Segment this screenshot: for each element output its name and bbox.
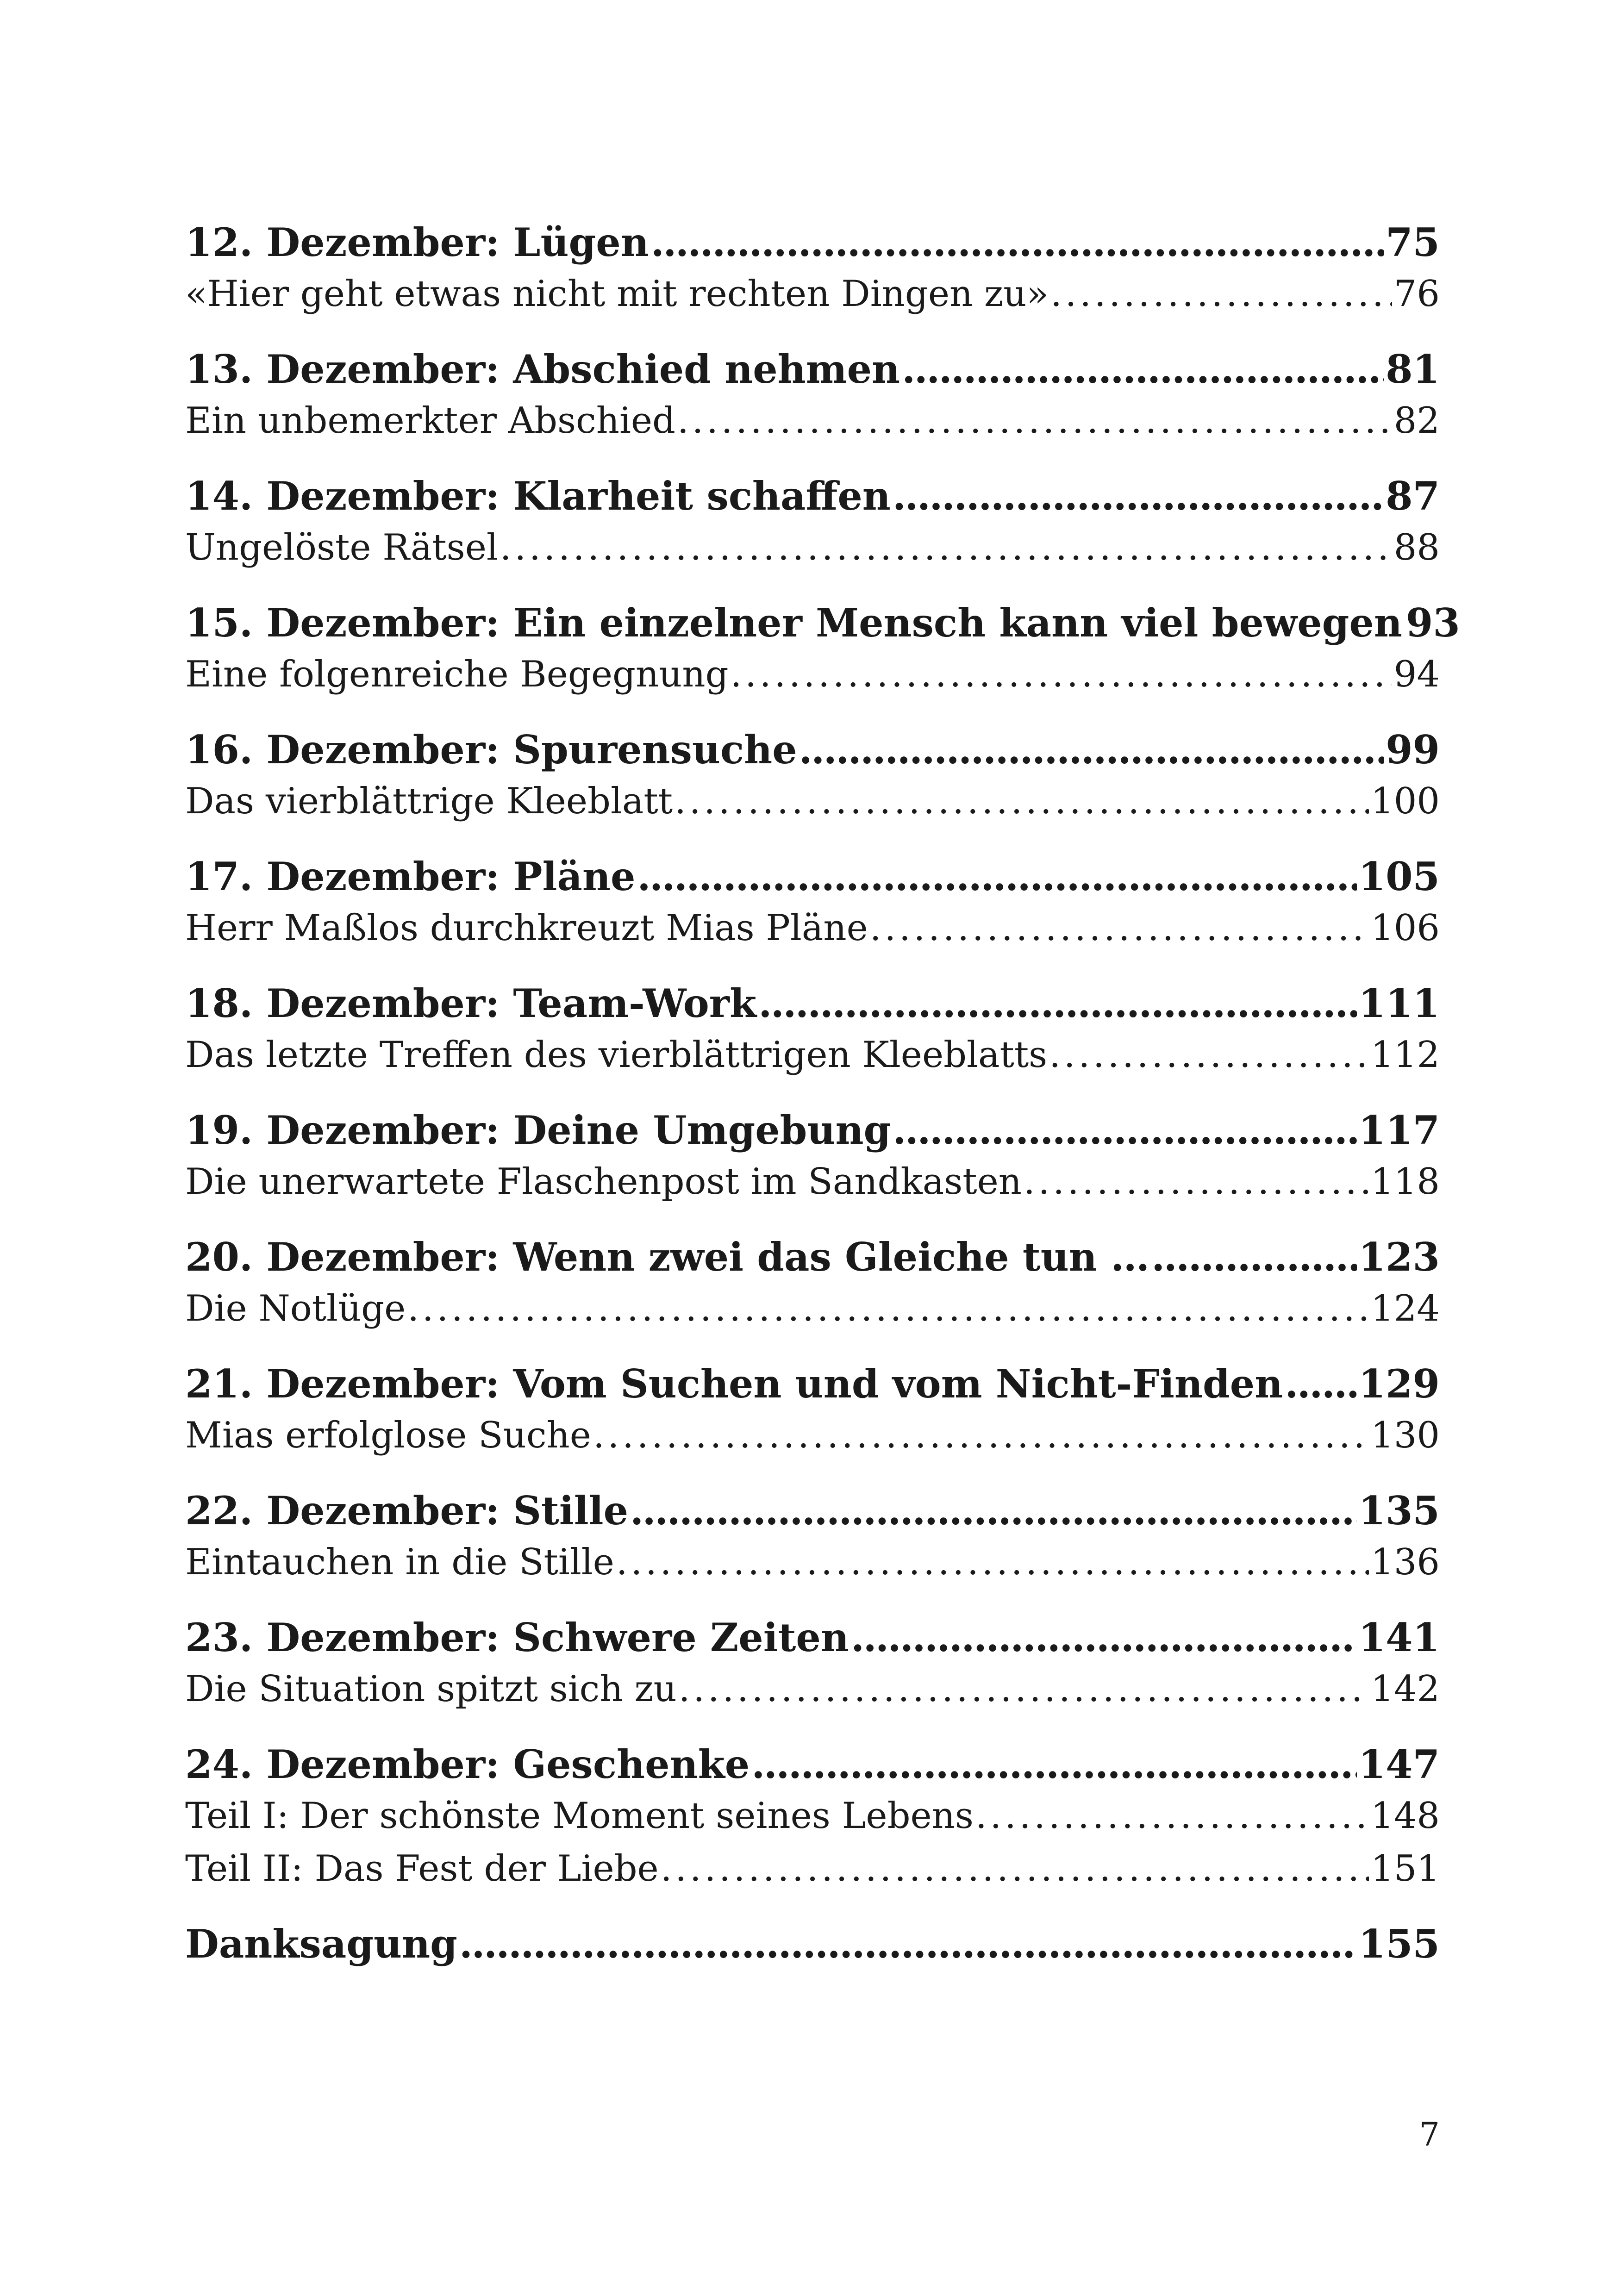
dot-leader bbox=[637, 852, 1356, 902]
toc-chapter-page: 129 bbox=[1358, 1361, 1440, 1407]
toc-section-title: Eine folgenreiche Begegnung bbox=[185, 654, 729, 695]
dot-leader bbox=[459, 1919, 1357, 1969]
toc-chapter[interactable] bbox=[185, 471, 1440, 521]
dot-leader bbox=[1285, 1359, 1356, 1409]
toc-chapter[interactable] bbox=[185, 218, 1440, 268]
toc-chapter-group bbox=[185, 1359, 1440, 1462]
toc-section[interactable] bbox=[185, 1536, 1440, 1589]
toc-chapter-page: 135 bbox=[1358, 1488, 1440, 1534]
toc-chapter-page: 99 bbox=[1386, 727, 1440, 773]
toc-section-page: 118 bbox=[1371, 1161, 1440, 1203]
toc-section[interactable] bbox=[185, 1029, 1440, 1081]
toc-chapter-group bbox=[185, 1232, 1440, 1335]
toc-chapter-page: 147 bbox=[1358, 1741, 1440, 1787]
toc-chapter[interactable] bbox=[185, 852, 1440, 902]
dot-leader bbox=[1049, 1029, 1369, 1081]
toc-chapter-title: 19. Dezember: Deine Umgebung bbox=[185, 1107, 891, 1153]
toc-chapter[interactable] bbox=[185, 1359, 1440, 1409]
toc-section-title: Eintauchen in die Stille bbox=[185, 1541, 614, 1583]
toc-chapter-group bbox=[185, 598, 1460, 701]
dot-leader bbox=[500, 521, 1392, 574]
dot-leader bbox=[1050, 268, 1392, 320]
toc-section[interactable] bbox=[185, 648, 1440, 701]
toc-chapter-group bbox=[185, 852, 1440, 954]
dot-leader bbox=[616, 1536, 1369, 1589]
toc-section-title: Das letzte Treffen des vierblättrigen Kleeblatts bbox=[185, 1034, 1048, 1076]
dot-leader bbox=[407, 1282, 1369, 1335]
toc-chapter-page: 81 bbox=[1386, 346, 1440, 392]
toc-chapter-group bbox=[185, 725, 1440, 828]
page-number: 7 bbox=[1419, 2115, 1440, 2153]
toc-section-title: Die Notlüge bbox=[185, 1288, 406, 1329]
dot-leader bbox=[975, 1790, 1369, 1842]
toc-section-page: 112 bbox=[1371, 1034, 1440, 1076]
toc-section-page: 100 bbox=[1371, 780, 1440, 822]
dot-leader bbox=[679, 1663, 1369, 1715]
dot-leader bbox=[1024, 1155, 1369, 1208]
toc-chapter[interactable] bbox=[185, 344, 1440, 394]
toc-chapter-page: 155 bbox=[1358, 1921, 1440, 1967]
toc-chapter-title: 18. Dezember: Team-Work bbox=[185, 980, 757, 1026]
toc-section-title: Teil II: Das Fest der Liebe bbox=[185, 1848, 659, 1890]
toc-section-page: 82 bbox=[1393, 400, 1440, 442]
toc-section-title: «Hier geht etwas nicht mit rechten Dingen zu» bbox=[185, 273, 1049, 315]
dot-leader bbox=[893, 1105, 1356, 1155]
toc-section[interactable] bbox=[185, 394, 1440, 447]
toc-chapter-title: 17. Dezember: Pläne bbox=[185, 854, 636, 899]
toc-chapter[interactable] bbox=[185, 725, 1440, 775]
toc-section[interactable] bbox=[185, 268, 1440, 320]
toc-section-title: Ein unbemerkter Abschied bbox=[185, 400, 675, 442]
dot-leader bbox=[677, 394, 1392, 447]
toc-chapter-page: 123 bbox=[1358, 1234, 1440, 1280]
toc-section[interactable] bbox=[185, 1842, 1440, 1895]
toc-chapter-title: 14. Dezember: Klarheit schaffen bbox=[185, 473, 891, 519]
toc-section-title: Herr Maßlos durchkreuzt Mias Pläne bbox=[185, 907, 868, 949]
toc-section-title: Teil I: Der schönste Moment seines Lebens bbox=[185, 1795, 974, 1837]
toc-section[interactable] bbox=[185, 1663, 1440, 1715]
toc-chapter-group bbox=[185, 979, 1440, 1081]
toc-section-page: 106 bbox=[1371, 907, 1440, 949]
toc-section-page: 94 bbox=[1393, 654, 1440, 695]
toc-chapter[interactable] bbox=[185, 1919, 1440, 1969]
toc-section-title: Ungelöste Rätsel bbox=[185, 527, 498, 568]
dot-leader bbox=[675, 775, 1369, 828]
toc-chapter[interactable] bbox=[185, 1740, 1440, 1790]
dot-leader bbox=[751, 1740, 1356, 1790]
dot-leader bbox=[661, 1842, 1369, 1895]
toc-chapter[interactable] bbox=[185, 979, 1440, 1029]
dot-leader bbox=[758, 979, 1356, 1029]
toc-chapter-title: 15. Dezember: Ein einzelner Mensch kann viel bewegen bbox=[185, 600, 1402, 646]
toc-chapter-group bbox=[185, 218, 1440, 320]
toc-chapter-page: 141 bbox=[1358, 1615, 1440, 1660]
table-of-contents bbox=[185, 218, 1460, 1993]
dot-leader bbox=[870, 902, 1369, 954]
toc-chapter-page: 75 bbox=[1386, 219, 1440, 265]
dot-leader bbox=[799, 725, 1384, 775]
toc-section[interactable] bbox=[185, 521, 1440, 574]
toc-section[interactable] bbox=[185, 902, 1440, 954]
toc-chapter-page: 105 bbox=[1358, 854, 1440, 899]
toc-chapter-group bbox=[185, 471, 1440, 574]
dot-leader bbox=[651, 218, 1384, 268]
toc-section-page: 124 bbox=[1371, 1288, 1440, 1329]
toc-section-page: 88 bbox=[1393, 527, 1440, 568]
toc-chapter-group bbox=[185, 1613, 1440, 1715]
toc-section-title: Die unerwartete Flaschenpost im Sandkasten bbox=[185, 1161, 1022, 1203]
toc-section-page: 142 bbox=[1371, 1668, 1440, 1710]
toc-chapter-group bbox=[185, 1740, 1440, 1895]
toc-chapter[interactable] bbox=[185, 1486, 1440, 1536]
toc-chapter-page: 117 bbox=[1358, 1107, 1440, 1153]
dot-leader bbox=[630, 1486, 1357, 1536]
toc-chapter-title: 20. Dezember: Wenn zwei das Gleiche tun … bbox=[185, 1234, 1150, 1280]
dot-leader bbox=[1151, 1232, 1357, 1282]
toc-chapter-group bbox=[185, 1105, 1440, 1208]
toc-chapter-title: 13. Dezember: Abschied nehmen bbox=[185, 346, 900, 392]
toc-section[interactable] bbox=[185, 1409, 1440, 1462]
toc-chapter-group bbox=[185, 1486, 1440, 1589]
toc-chapter-title: 24. Dezember: Geschenke bbox=[185, 1741, 750, 1787]
toc-section-title: Die Situation spitzt sich zu bbox=[185, 1668, 677, 1710]
toc-chapter-title: 21. Dezember: Vom Suchen und vom Nicht-Finden bbox=[185, 1361, 1283, 1407]
toc-section-page: 76 bbox=[1393, 273, 1440, 315]
toc-section[interactable] bbox=[185, 1155, 1440, 1208]
dot-leader bbox=[902, 344, 1384, 394]
toc-section[interactable] bbox=[185, 1282, 1440, 1335]
toc-chapter[interactable] bbox=[185, 1105, 1440, 1155]
toc-section-title: Mias erfolglose Suche bbox=[185, 1415, 591, 1456]
toc-chapter-title: 16. Dezember: Spurensuche bbox=[185, 727, 797, 773]
toc-section-page: 148 bbox=[1371, 1795, 1440, 1837]
toc-section-page: 151 bbox=[1371, 1848, 1440, 1890]
dot-leader bbox=[731, 648, 1392, 701]
toc-chapter[interactable] bbox=[185, 1613, 1440, 1663]
dot-leader bbox=[593, 1409, 1369, 1462]
toc-chapter-title: 22. Dezember: Stille bbox=[185, 1488, 629, 1534]
toc-chapter-group bbox=[185, 1919, 1440, 1969]
toc-section-page: 130 bbox=[1371, 1415, 1440, 1456]
toc-chapter-page: 93 bbox=[1405, 600, 1460, 646]
toc-chapter-title: Danksagung bbox=[185, 1921, 457, 1967]
toc-chapter-title: 23. Dezember: Schwere Zeiten bbox=[185, 1615, 849, 1660]
toc-chapter-page: 87 bbox=[1386, 473, 1440, 519]
toc-chapter-group bbox=[185, 344, 1440, 447]
dot-leader bbox=[893, 471, 1384, 521]
toc-chapter[interactable] bbox=[185, 598, 1460, 648]
toc-section[interactable] bbox=[185, 775, 1440, 828]
toc-chapter[interactable] bbox=[185, 1232, 1440, 1282]
toc-section[interactable] bbox=[185, 1790, 1440, 1842]
toc-chapter-page: 111 bbox=[1358, 980, 1440, 1026]
toc-section-page: 136 bbox=[1371, 1541, 1440, 1583]
toc-section-title: Das vierblättrige Kleeblatt bbox=[185, 780, 673, 822]
toc-chapter-title: 12. Dezember: Lügen bbox=[185, 219, 649, 265]
dot-leader bbox=[851, 1613, 1357, 1663]
